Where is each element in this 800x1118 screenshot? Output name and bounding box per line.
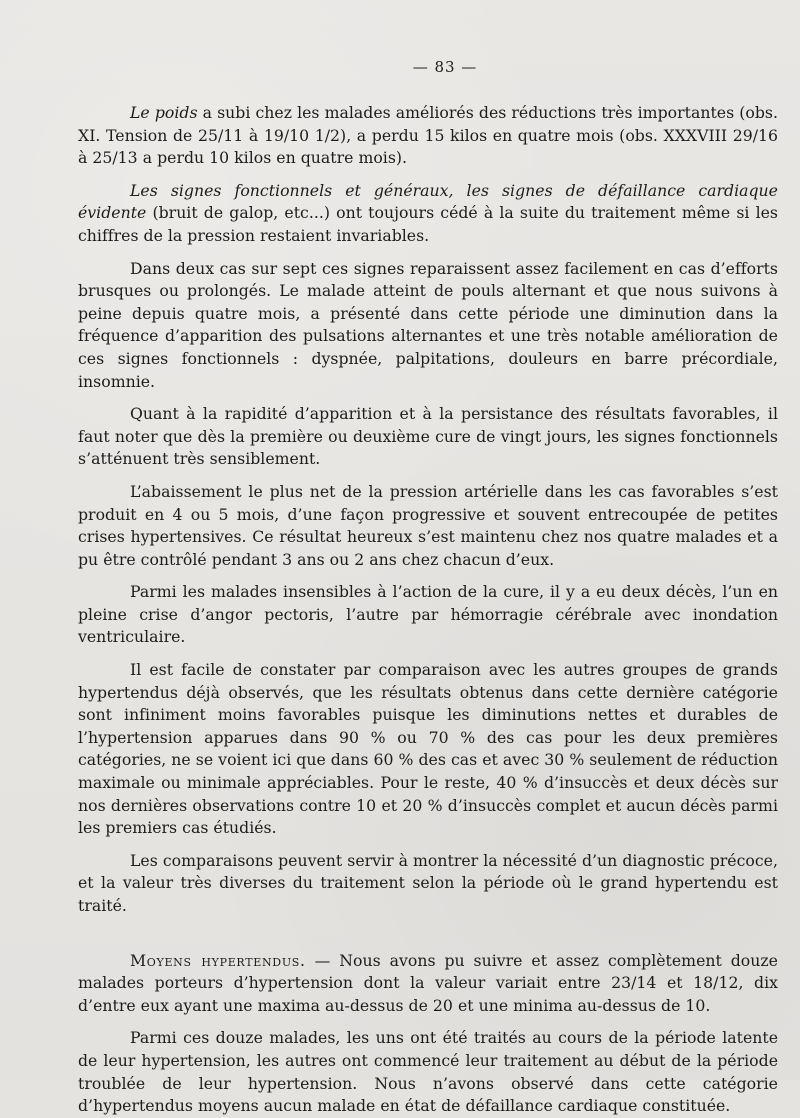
paragraph-2-text: (bruit de galop, etc...) ont toujours cédé à la suite du traitement même si les chiffres de la pression restaient invariables.	[78, 203, 778, 245]
paragraph-1-text: a subi chez les malades améliorés des réductions très importantes (obs. XI. Tension de 25/11 à 19/10 1/2), a perdu 15 kilos en quatre mois (obs. XXXVIII 29/16 à 25/13 a perdu 10 kilos en quatre mois).	[78, 103, 778, 168]
paragraph-2	[78, 180, 778, 248]
section-text: Nous avons pu suivre et assez complètement douze malades porteurs d’hypertension dont la valeur variait entre 23/14 et 18/12, dix d’entre eux ayant une maxima au-dessus de 20 et une minima au-dessus de 10.	[78, 950, 778, 1015]
closing-paragraph: Parmi ces douze malades, les uns ont été traités au cours de la période latente de leur hypertension, les autres ont commencé leur traitement au début de la période troublée de leur hypertension. Nous n’avons observé dans cette catégorie d’hypertendus moyens aucun malade en état de défaillance cardiaque constituée.	[78, 1028, 778, 1116]
section-gap	[78, 928, 778, 950]
paragraph-5: L’abaissement le plus net de la pression artérielle dans les cas favorables s’est produit en 4 ou 5 mois, d’une façon progressive et souvent entrecoupée de petites crises hypertensives. Ce résultat heureux s’est maintenu chez nos quatre malades et a pu être contrôlé pendant 3 ans ou 2 ans chez chacun d’eux.	[78, 481, 778, 569]
section-heading: Moyens hypertendus.	[130, 950, 306, 970]
paragraph-3: Dans deux cas sur sept ces signes reparaissent assez facilement en cas d’efforts brusques ou prolongés. Le malade atteint de pouls alternant et que nous suivons à peine depuis quatre mois, a présenté dans cette période une diminution dans la fréquence d’apparition des pulsations alternantes et une très notable amélioration de ces signes fonctionnels : dyspnée, palpitations, douleurs en barre précordiale, insomnie.	[78, 258, 778, 391]
page-number: — 83 —	[412, 58, 478, 76]
paragraph-1	[78, 102, 778, 170]
paragraph-7: Il est facile de constater par comparaison avec les autres groupes de grands hypertendus déjà observés, que les résultats obtenus dans cette dernière catégorie sont infiniment moins favorables puisque les diminutions nettes et durables de l’hypertension apparues dans 90 % ou 70 % des cas pour les deux premières catégories, ne se voient ici que dans 60 % des cas et avec 30 % seulement de réduction maximale ou minimale appréciables. Pour le reste, 40 % d’insuccès et deux décès sur nos dernières observations contre 10 et 20 % d’insuccès complet et aucun décès parmi les premiers cas étudiés.	[78, 660, 778, 838]
paragraph-1-lead: Le poids	[130, 103, 198, 122]
section-paragraph	[78, 950, 778, 1018]
section-dash: —	[305, 950, 340, 970]
paragraph-2-lead: Les signes fonctionnels et généraux, les signes de défaillance cardiaque évidente	[78, 180, 778, 223]
paragraph-4: Quant à la rapidité d’apparition et à la persistance des résultats favorables, il faut noter que dès la première ou deuxième cure de vingt jours, les signes fonctionnels s’atténuent très sensiblement.	[78, 404, 778, 469]
body-text	[78, 102, 778, 1118]
paragraph-6: Parmi les malades insensibles à l’action de la cure, il y a eu deux décès, l’un en pleine crise d’angor pectoris, l’autre par hémorragie cérébrale avec inondation ventriculaire.	[78, 582, 778, 647]
paragraph-8: Les comparaisons peuvent servir à montrer la nécessité d’un diagnostic précoce, et la valeur très diverses du traitement selon la période où le grand hypertendu est traité.	[78, 850, 778, 915]
